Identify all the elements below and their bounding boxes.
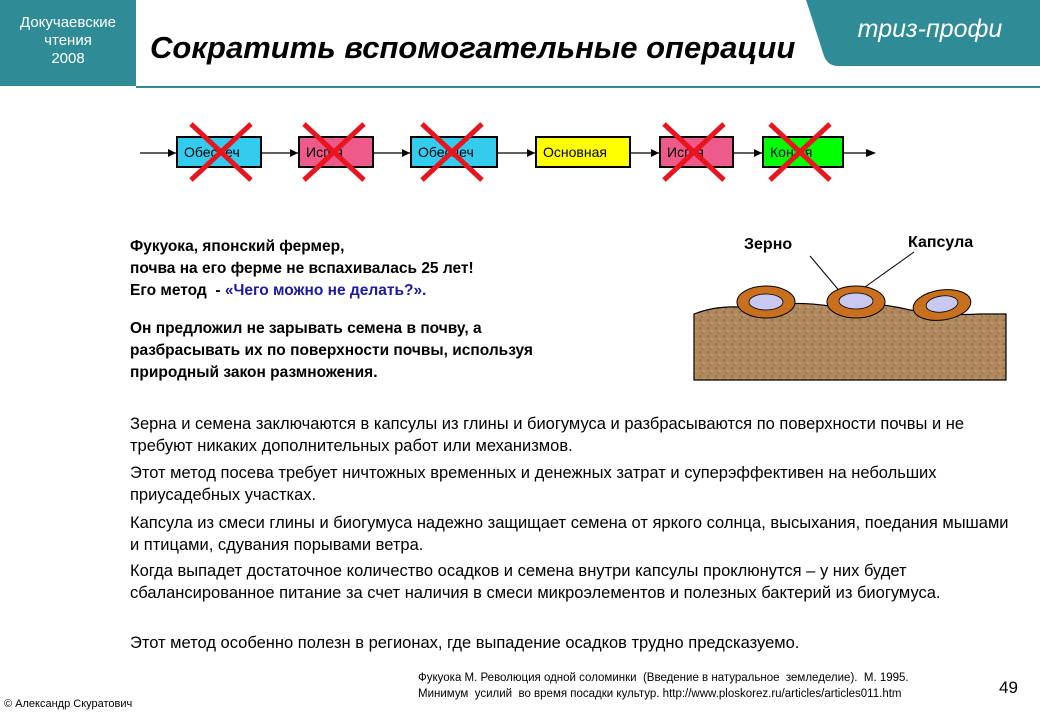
event-name-line1: Докучаевские xyxy=(20,14,116,31)
process-chain-arrow xyxy=(0,110,1040,190)
cross-icon xyxy=(762,120,838,184)
body-paragraph-1: Зерна и семена заключаются в капсулы из глины и биогумуса и разбрасываются по поверхности почвы и не требуют никаких дополнительных работ или механизмов. xyxy=(130,415,965,455)
intro-method-line xyxy=(130,280,426,301)
seed-2 xyxy=(839,293,873,309)
body-paragraph-3: Капсула из смеси глины и биогумуса надежно защищает семена от яркого солнца, высыхания, поедания мышами и птицами, сдувания порывами ветра. xyxy=(130,514,1009,554)
intro-p2-line-2: разбрасывать их по поверхности почвы, используя xyxy=(130,342,533,359)
copyright: © Александр Скуратович xyxy=(4,698,133,710)
chain-step-control: Конт-я xyxy=(762,136,844,168)
reference-line-2: Минимум усилий во время посадки культур. http://www.ploskorez.ru/articles/articles011.htm xyxy=(418,688,902,700)
chain-step-support-1: Обеспеч xyxy=(176,136,262,168)
intro-method-quote: «Чего можно не делать?». xyxy=(224,282,427,299)
slide-title: Сократить вспомогательные операции xyxy=(150,30,796,65)
body-paragraph-4: Когда выпадет достаточное количество осадков и семена внутри капсулы проклюнутся – у них будет сбалансированное питание за счет наличия в смеси микроэлементов и полезных бактерий из биогумуса. xyxy=(130,562,941,602)
chain-step-execution-2: Исп-я xyxy=(659,136,734,168)
intro-p2-line-3: природный закон размножения. xyxy=(130,364,378,381)
cross-icon xyxy=(183,120,259,184)
intro-method-prefix: Его метод - xyxy=(130,282,225,299)
intro-p2-line-1: Он предложил не зарывать семена в почву, а xyxy=(130,320,482,337)
seed-1 xyxy=(749,294,783,310)
header-divider xyxy=(136,86,1040,88)
cross-icon xyxy=(656,120,732,184)
cross-icon xyxy=(414,120,490,184)
cross-icon xyxy=(296,120,372,184)
logo-text: триз-профи xyxy=(857,15,1003,43)
body-paragraph-2: Этот метод посева требует ничтожных временных и денежных затрат и суперэффективен на небольших приусадебных участках. xyxy=(130,464,937,504)
chain-step-support-2: Обеспеч xyxy=(410,136,498,168)
intro-line-1: Фукуока, японский фермер, xyxy=(130,238,345,255)
reference-citation xyxy=(418,670,909,702)
event-badge xyxy=(0,0,136,86)
event-year: 2008 xyxy=(51,50,85,67)
soil-capsule-illustration xyxy=(690,230,1010,382)
seed-label: Зерно xyxy=(744,236,793,253)
body-paragraph-5: Этот метод особенно полезн в регионах, где выпадение осадков трудно предсказуемо. xyxy=(130,634,800,652)
chain-step-execution-1: Исп-я xyxy=(298,136,374,168)
page-number: 49 xyxy=(999,678,1018,697)
capsule-label: Капсула xyxy=(908,234,974,251)
chain-step-main: Основная xyxy=(535,136,631,168)
event-name-line2: чтения xyxy=(44,32,92,49)
intro-line-2: почва на его ферме не вспахивалась 25 лет! xyxy=(130,260,474,277)
brand-logo xyxy=(806,0,1040,66)
reference-line-1: Фукуока М. Революция одной соломинки (Введение в натуральное земледелие). М. 1995. xyxy=(418,672,909,684)
